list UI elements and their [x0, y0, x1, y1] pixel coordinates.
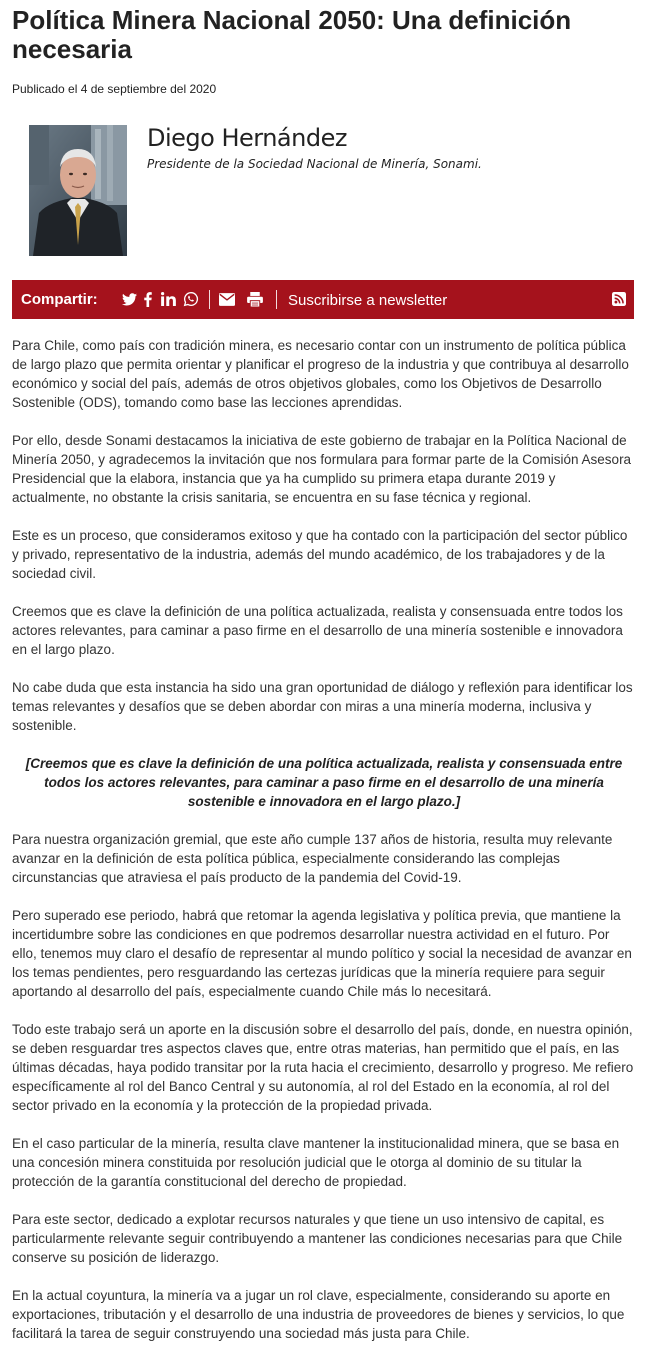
- paragraph: En la actual coyuntura, la minería va a jugar un rol clave, especialmente, considerando su aporte en exportaciones, tributación y el desarrollo de una industria de proveedores de bienes y servicios, lo que facilitará la tarea de seguir construyendo una sociedad más justa para Chile.: [12, 1288, 625, 1341]
- author-photo: [29, 125, 127, 256]
- rss-icon[interactable]: [611, 289, 626, 309]
- paragraph: Todo este trabajo será un aporte en la discusión sobre el desarrollo del país, donde, en nuestra opinión, se deben resguardar tres aspectos claves que, entre otras materias, han permitido que el país, en las últimas décadas, haya podido transitar por la ruta hacia el crecimiento, desarrollo y progreso. Me refiero específicamente al rol del Banco Central y su autonomía, al rol del Estado en la economía, al rol del sector privado en la economía y la protección de la propiedad privada.: [12, 1022, 634, 1113]
- share-label: Compartir:: [21, 291, 98, 308]
- twitter-icon[interactable]: [121, 289, 137, 309]
- article-body: [12, 336, 636, 1362]
- divider: [209, 290, 210, 309]
- linkedin-icon[interactable]: [160, 289, 176, 309]
- pull-quote: [Creemos que es clave la definición de una política actualizada, realista y consensuada entre todos los actores relevantes, para caminar a paso firme en el desarrollo de una minería sostenible e innovadora en el largo plazo.]: [25, 756, 623, 809]
- paragraph: Por ello, desde Sonami destacamos la iniciativa de este gobierno de trabajar en la Política Nacional de Minería 2050, y agradecemos la invitación que nos formulara para formar parte de la Comisión Asesora Presidencial que la elabora, instancia que ya ha cumplido su primera etapa durante 2019 y actualmente, no obstante la crisis sanitaria, se encuentra en su fase técnica y regional.: [12, 433, 632, 505]
- paragraph: Creemos que es clave la definición de una política actualizada, realista y consensuada entre todos los actores relevantes, para caminar a paso firme en el desarrollo de una minería sostenible e innovadora en el largo plazo.: [12, 604, 623, 657]
- paragraph: No cabe duda que esta instancia ha sido una gran oportunidad de diálogo y reflexión para identificar los temas relevantes y desafíos que se deben abordar con miras a una minería moderna, inclusiva y sostenible.: [12, 680, 633, 733]
- article-title: Política Minera Nacional 2050: Una definición necesaria: [12, 5, 572, 64]
- print-icon[interactable]: [246, 289, 263, 309]
- paragraph: Pero superado ese periodo, habrá que retomar la agenda legislativa y política previa, que mantiene la incertidumbre sobre las condiciones en que podremos desarrollar nuestra actividad en el futuro. Por ello, tenemos muy claro el desafío de representar al mundo político y social la necesidad de avanzar en los temas pendientes, pero resguardando las certezas jurídicas que la minería requiere para seguir aportando al desarrollo del país, especialmente cuando Chile más lo necesitará.: [12, 908, 632, 999]
- facebook-icon[interactable]: [143, 289, 153, 309]
- whatsapp-icon[interactable]: [182, 289, 199, 309]
- publish-date: Publicado el 4 de septiembre del 2020: [12, 82, 217, 96]
- share-bar: [12, 280, 634, 319]
- author-name: Diego Hernández: [147, 124, 347, 152]
- paragraph: Para Chile, como país con tradición minera, es necesario contar con un instrumento de política pública de largo plazo que permita orientar y planificar el progreso de la industria y que contribuya al desarrollo económico y social del país, además de otros objetivos globales, como los Objetivos de Desarrollo Sostenible (ODS), tomando como base las lecciones aprendidas.: [12, 338, 629, 410]
- author-role: Presidente de la Sociedad Nacional de Minería, Sonami.: [147, 157, 482, 171]
- paragraph: Este es un proceso, que consideramos exitoso y que ha contado con la participación del sector público y privado, representativo de la industria, además del mundo académico, de los trabajadores y de la sociedad civil.: [12, 528, 628, 581]
- email-icon[interactable]: [218, 289, 235, 309]
- divider: [276, 290, 277, 309]
- paragraph: Para este sector, dedicado a explotar recursos naturales y que tiene un uso intensivo de capital, es particularmente relevante seguir contribuyendo a mantener las condiciones necesarias para que Chile conserve su posición de liderazgo.: [12, 1212, 623, 1265]
- paragraph: Para nuestra organización gremial, que este año cumple 137 años de historia, resulta muy relevante avanzar en la definición de esta política pública, especialmente considerando las complejas circunstancias que atraviesa el país producto de la pandemia del Covid-19.: [12, 832, 613, 885]
- paragraph: En el caso particular de la minería, resulta clave mantener la institucionalidad minera, que se basa en una concesión minera constituida por resolución judicial que le otorga al dominio de su titular la protección de la garantía constitucional del derecho de propiedad.: [12, 1136, 620, 1189]
- newsletter-subscribe-link[interactable]: Suscribirse a newsletter: [288, 292, 448, 309]
